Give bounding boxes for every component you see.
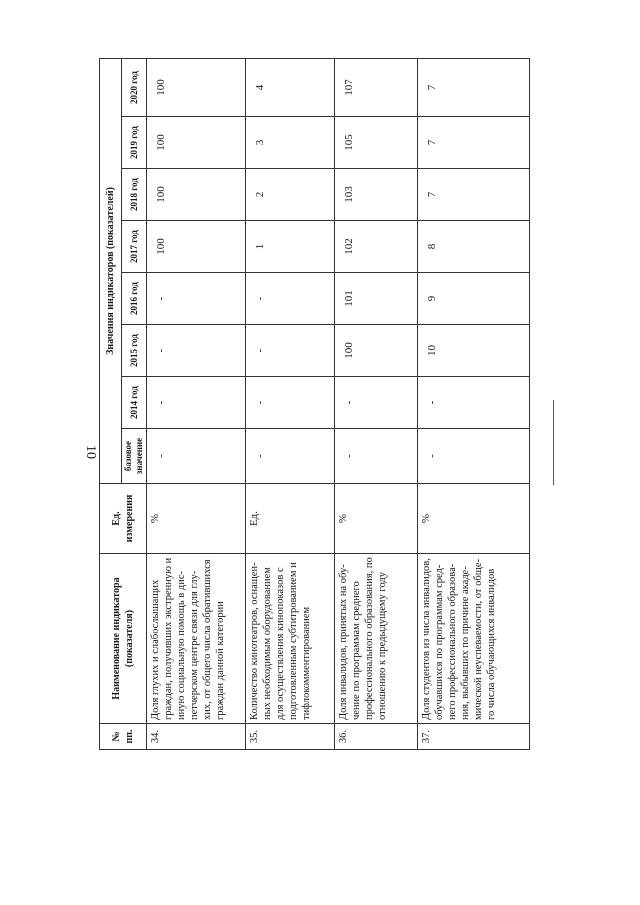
year-value: - (147, 273, 246, 325)
header-values-group: Значения индикаторов (показателей) (100, 58, 122, 483)
margin-rule (553, 400, 554, 485)
header-num: № пп. (100, 724, 147, 750)
indicator-name: Доля студентов из числа инвалидов, обучавшихся по программам сред-него профессионального образова-ния, выбывших по причине акаде-мической неуспеваемости, от обще-го числа обучающихся инвалидов (418, 554, 530, 724)
base-value: - (246, 429, 335, 484)
unit-cell: Ед. (246, 484, 335, 554)
header-name: Наименование индикатора (показателя) (100, 554, 147, 724)
table-row (246, 58, 335, 749)
row-number: 36. (334, 724, 417, 750)
year-value: 8 (418, 221, 530, 273)
header-year: 2019 год (122, 117, 147, 169)
year-value: 100 (147, 221, 246, 273)
year-value: 100 (147, 117, 246, 169)
header-unit: Ед. измерения (100, 484, 147, 554)
year-value: 3 (246, 117, 335, 169)
base-value: - (334, 429, 417, 484)
indicator-table (99, 58, 530, 750)
header-year: 2018 год (122, 169, 147, 221)
indicator-name: Количество кинотеатров, оснащен-ных необходимым оборудованием для осуществления кинопоказов с подготовленным субтитрованием и тифлокомментированием (246, 554, 335, 724)
header-year: 2020 год (122, 58, 147, 116)
year-value: - (418, 377, 530, 429)
row-number: 34. (147, 724, 246, 750)
indicator-name: Доля инвалидов, принятых на обу-чение по программам среднего профессионального образования, по отношению к предыдущему году (334, 554, 417, 724)
header-year: 2017 год (122, 221, 147, 273)
year-value: 10 (418, 325, 530, 377)
year-value: 9 (418, 273, 530, 325)
year-value: 103 (334, 169, 417, 221)
unit-cell: % (418, 484, 530, 554)
year-value: 100 (147, 169, 246, 221)
header-year: 2015 год (122, 325, 147, 377)
year-value: - (147, 377, 246, 429)
table-row (334, 58, 417, 749)
year-value: 102 (334, 221, 417, 273)
row-number: 37. (418, 724, 530, 750)
year-value: - (334, 377, 417, 429)
year-value: 101 (334, 273, 417, 325)
year-value: 7 (418, 117, 530, 169)
year-value: 100 (334, 325, 417, 377)
year-value: - (246, 325, 335, 377)
indicator-table-wrapper (99, 59, 530, 750)
year-value: - (147, 325, 246, 377)
year-value: - (246, 377, 335, 429)
year-value: 7 (418, 58, 530, 116)
unit-cell: % (147, 484, 246, 554)
year-value: 4 (246, 58, 335, 116)
unit-cell: % (334, 484, 417, 554)
page-number: 10 (83, 445, 98, 459)
year-value: 7 (418, 169, 530, 221)
indicator-name: Доля глухих и слабослышащих граждан, получивших экстренную и иную социальную помощь в дис-петчерском центре связи для глу-хих, от общего числа обратившихся граждан данной категории (147, 554, 246, 724)
base-value: - (418, 429, 530, 484)
year-value: - (246, 273, 335, 325)
year-value: 100 (147, 58, 246, 116)
table-row (418, 58, 530, 749)
year-value: 2 (246, 169, 335, 221)
year-value: 1 (246, 221, 335, 273)
year-value: 107 (334, 58, 417, 116)
header-year: 2014 год (122, 377, 147, 429)
header-base: базовое значение (122, 429, 147, 484)
table-row (147, 58, 246, 749)
header-year: 2016 год (122, 273, 147, 325)
base-value: - (147, 429, 246, 484)
row-number: 35. (246, 724, 335, 750)
year-value: 105 (334, 117, 417, 169)
